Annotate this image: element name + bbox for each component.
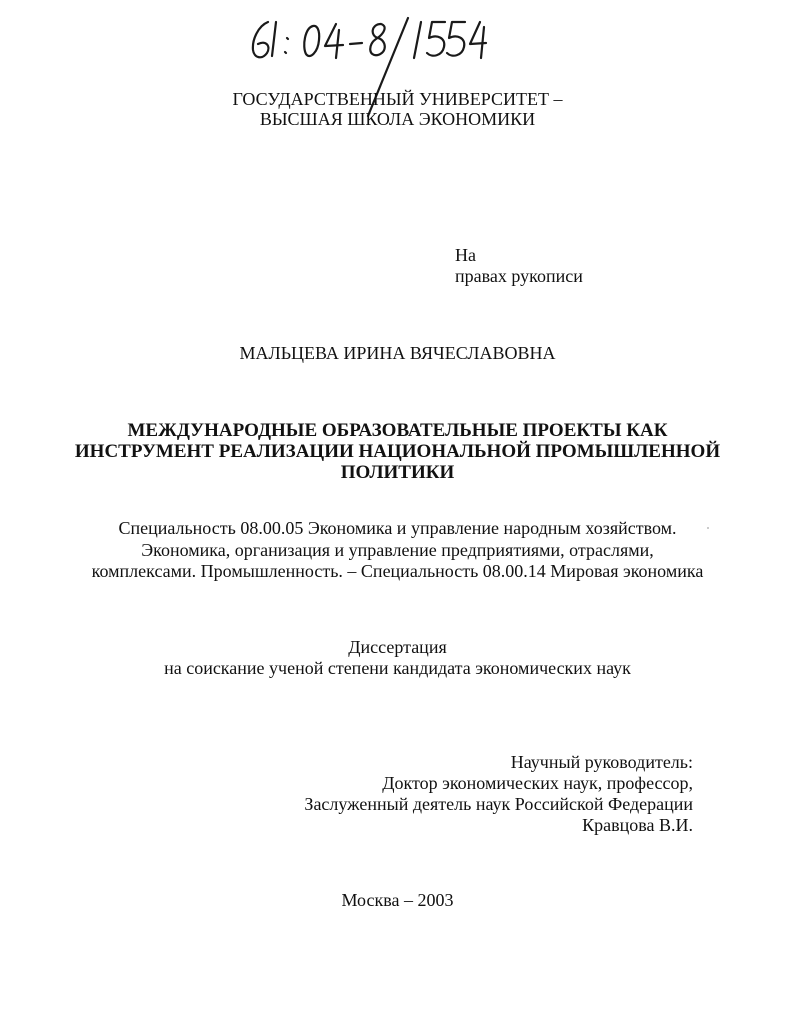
university-name-line1: ГОСУДАРСТВЕННЫЙ УНИВЕРСИТЕТ –	[232, 89, 563, 109]
city-year: Москва – 2003	[341, 890, 454, 910]
specialty-line3: комплексами. Промышленность. – Специальность 08.00.14 Мировая экономика	[91, 561, 704, 581]
supervisor-label: Научный руководитель:	[510, 752, 693, 772]
specialty-line2: Экономика, организация и управление предприятиями, отраслями,	[141, 540, 654, 560]
university-name-line2: ВЫСШАЯ ШКОЛА ЭКОНОМИКИ	[259, 109, 536, 129]
document-type: Диссертация	[348, 637, 447, 657]
degree-sought: на соискание ученой степени кандидата экономических наук	[164, 658, 631, 678]
manuscript-rights-line2: правах рукописи	[455, 266, 583, 286]
supervisor-degree: Доктор экономических наук, профессор,	[382, 773, 693, 793]
supervisor-honor: Заслуженный деятель наук Российской Федерации	[304, 794, 693, 814]
dissertation-title-line2: ИНСТРУМЕНТ РЕАЛИЗАЦИИ НАЦИОНАЛЬНОЙ ПРОМЫШЛЕННОЙ	[74, 441, 721, 462]
dissertation-title-line3: ПОЛИТИКИ	[340, 462, 455, 483]
scan-speck	[707, 527, 709, 529]
dissertation-title-line1: МЕЖДУНАРОДНЫЕ ОБРАЗОВАТЕЛЬНЫЕ ПРОЕКТЫ КАК	[127, 420, 668, 441]
supervisor-name: Кравцова В.И.	[582, 815, 693, 835]
specialty-line1: Специальность 08.00.05 Экономика и управление народным хозяйством.	[118, 518, 677, 538]
manuscript-rights-line1: На	[455, 245, 476, 265]
author-name: МАЛЬЦЕВА ИРИНА ВЯЧЕСЛАВОВНА	[239, 343, 556, 363]
